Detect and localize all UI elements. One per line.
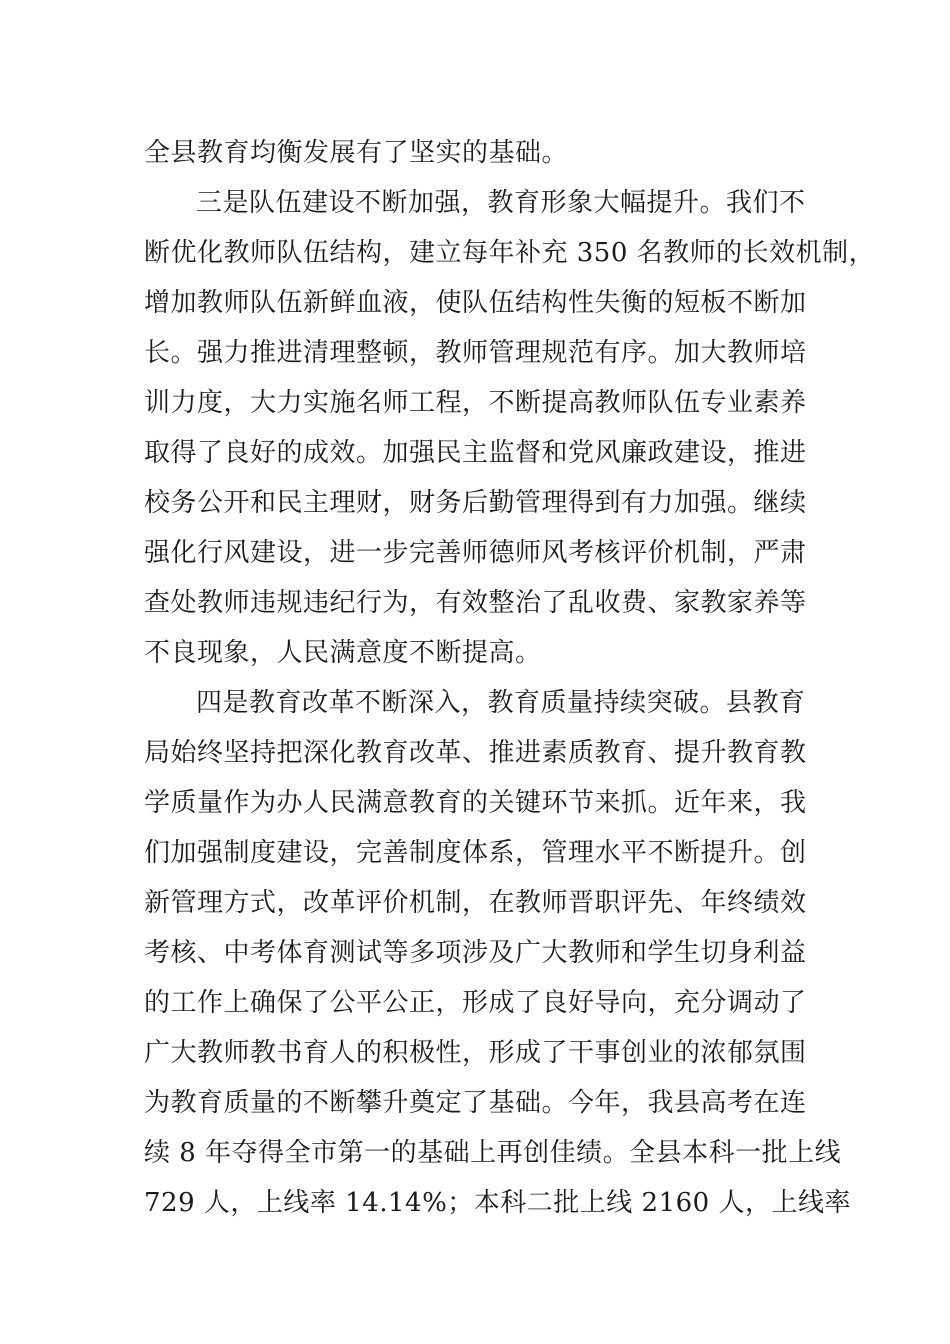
text-line: 全县教育均衡发展有了坚实的基础。 [144,138,569,168]
text-line: 校务公开和民主理财，财务后勤管理得到有力加强。继续 [144,488,807,518]
text-line: 强化行风建设，进一步完善师德师风考核评价机制，严肃 [144,538,807,568]
text-line: 考核、中考体育测试等多项涉及广大教师和学生切身利益 [144,938,807,968]
text-line: 新管理方式，改革评价机制，在教师晋职评先、年终绩效 [144,888,807,918]
text-line: 729 人，上线率 14.14%；本科二批上线 2160 人，上线率 [144,1188,851,1218]
text-line: 广大教师教书育人的积极性，形成了干事创业的浓郁氛围 [144,1038,807,1068]
text-line: 增加教师队伍新鲜血液，使队伍结构性失衡的短板不断加 [144,288,807,318]
text-line: 的工作上确保了公平公正，形成了良好导向，充分调动了 [144,988,807,1018]
paragraph-start-line: 四是教育改革不断深入，教育质量持续突破。县教育 [196,688,806,718]
paragraph-start-line: 三是队伍建设不断加强，教育形象大幅提升。我们不 [196,188,806,218]
text-line: 取得了良好的成效。加强民主监督和党风廉政建设，推进 [144,438,807,468]
text-line: 局始终坚持把深化教育改革、推进素质教育、提升教育教 [144,738,807,768]
text-line: 学质量作为办人民满意教育的关键环节来抓。近年来，我 [144,788,807,818]
text-line: 为教育质量的不断攀升奠定了基础。今年，我县高考在连 [144,1088,807,1118]
text-line: 不良现象，人民满意度不断提高。 [144,638,542,668]
text-line: 续 8 年夺得全市第一的基础上再创佳绩。全县本科一批上线 [144,1138,842,1168]
text-line: 训力度，大力实施名师工程，不断提高教师队伍专业素养 [144,388,807,418]
text-line: 们加强制度建设，完善制度体系，管理水平不断提升。创 [144,838,807,868]
text-line: 断优化教师队伍结构，建立每年补充 350 名教师的长效机制， [144,238,876,268]
text-line: 查处教师违规违纪行为，有效整治了乱收费、家教家养等 [144,588,807,618]
text-line: 长。强力推进清理整顿，教师管理规范有序。加大教师培 [144,338,807,368]
